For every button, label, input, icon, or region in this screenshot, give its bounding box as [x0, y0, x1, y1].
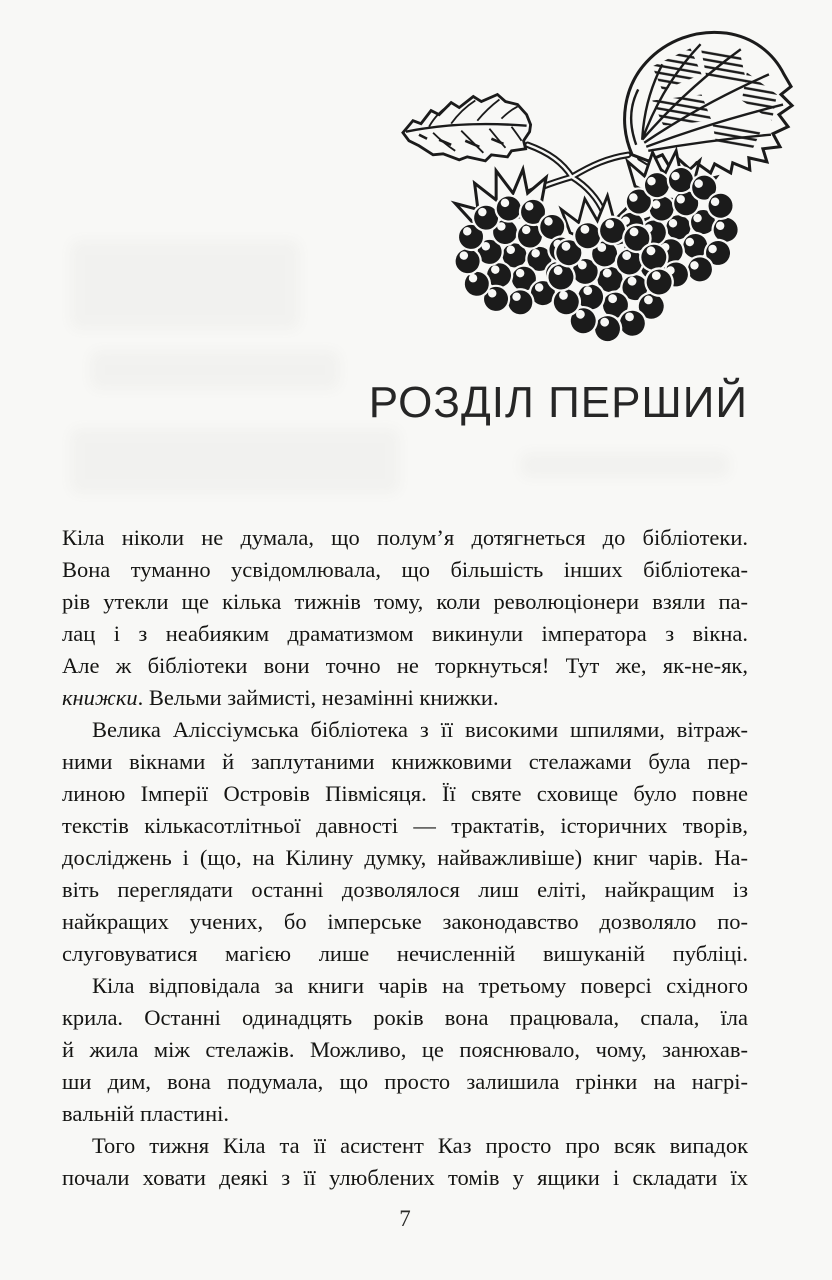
text-line — [62, 554, 748, 586]
text-segment: й жила між стелажів. Можливо, це пояснювало, чому, занюхав- — [62, 1037, 748, 1062]
chapter-title: РОЗДІЛ ПЕРШИЙ — [368, 378, 748, 427]
text-line — [62, 938, 748, 970]
italic-text: книжки — [62, 685, 138, 710]
right-leaf — [625, 32, 792, 173]
text-line — [62, 842, 748, 874]
text-segment: ши дим, вона подумала, що просто залишила грінки на нагрі- — [62, 1069, 748, 1094]
text-line — [62, 970, 748, 1002]
text-line — [62, 1130, 748, 1162]
text-segment: вальній пластині. — [62, 1101, 229, 1126]
text-segment: Кіла ніколи не думала, що полум’я дотягнеться до бібліотеки. — [62, 525, 748, 550]
text-segment: Вона туманно усвідомлювала, що більшість інших бібліотека- — [62, 557, 748, 582]
scan-smudge — [70, 240, 300, 330]
text-line — [62, 1162, 748, 1194]
text-line — [62, 522, 748, 554]
text-segment: віть переглядати останні дозволялося лиш еліті, найкращим із — [62, 877, 748, 902]
text-segment: Того тижня Кіла та її асистент Каз просто про всяк випадок — [92, 1133, 748, 1158]
text-segment: Але ж бібліотеки вони точно не торкнуться! Тут же, як-не-як, — [62, 653, 748, 678]
text-segment: рів утекли ще кілька тижнів тому, коли революціонери взяли па- — [62, 589, 748, 614]
page-number: 7 — [399, 1206, 411, 1231]
text-line — [62, 1034, 748, 1066]
text-line — [62, 1066, 748, 1098]
body-text — [62, 522, 748, 1194]
text-segment: Велика Аліссіумська бібліотека з її високими шпилями, вітраж- — [92, 717, 748, 742]
text-segment: почали ховати деякі з її улюблених томів у ящики і складати їх — [62, 1165, 748, 1190]
scan-smudge — [70, 428, 400, 494]
left-leaf — [403, 95, 531, 161]
text-segment: лац і з неабияким драматизмом викинули імператора з вікна. — [62, 621, 748, 646]
text-line — [62, 1002, 748, 1034]
text-line — [62, 714, 748, 746]
text-line — [62, 650, 748, 682]
text-segment: досліджень і (що, на Кілину думку, найважливіше) книг чарів. На- — [62, 845, 748, 870]
text-line — [62, 746, 748, 778]
text-segment: линою Імперії Островів Півмісяця. Її святе сховище було повне — [62, 781, 748, 806]
text-line — [62, 586, 748, 618]
text-line — [62, 618, 748, 650]
text-segment: ними вікнами й заплутаними книжковими стелажами була пер- — [62, 749, 748, 774]
text-segment: текстів кількасотлітньої давності — трактатів, історичних творів, — [62, 813, 748, 838]
text-line — [62, 906, 748, 938]
text-segment: . Вельми займисті, незамінні книжки. — [137, 685, 499, 710]
text-segment: крила. Останні одинадцять років вона працювала, спала, їла — [62, 1005, 748, 1030]
scan-smudge — [520, 452, 730, 478]
text-line — [62, 778, 748, 810]
text-line — [62, 810, 748, 842]
text-segment: найкращих учених, бо імперське законодавство дозволяло по- — [62, 909, 748, 934]
blackberry-illustration — [398, 4, 802, 366]
text-line — [62, 682, 748, 714]
text-line — [62, 1098, 748, 1130]
text-segment: слуговуватися магією лише нечисленній вишуканій публіці. — [62, 941, 748, 966]
text-segment: Кіла відповідала за книги чарів на третьому поверсі східного — [92, 973, 748, 998]
text-line — [62, 874, 748, 906]
